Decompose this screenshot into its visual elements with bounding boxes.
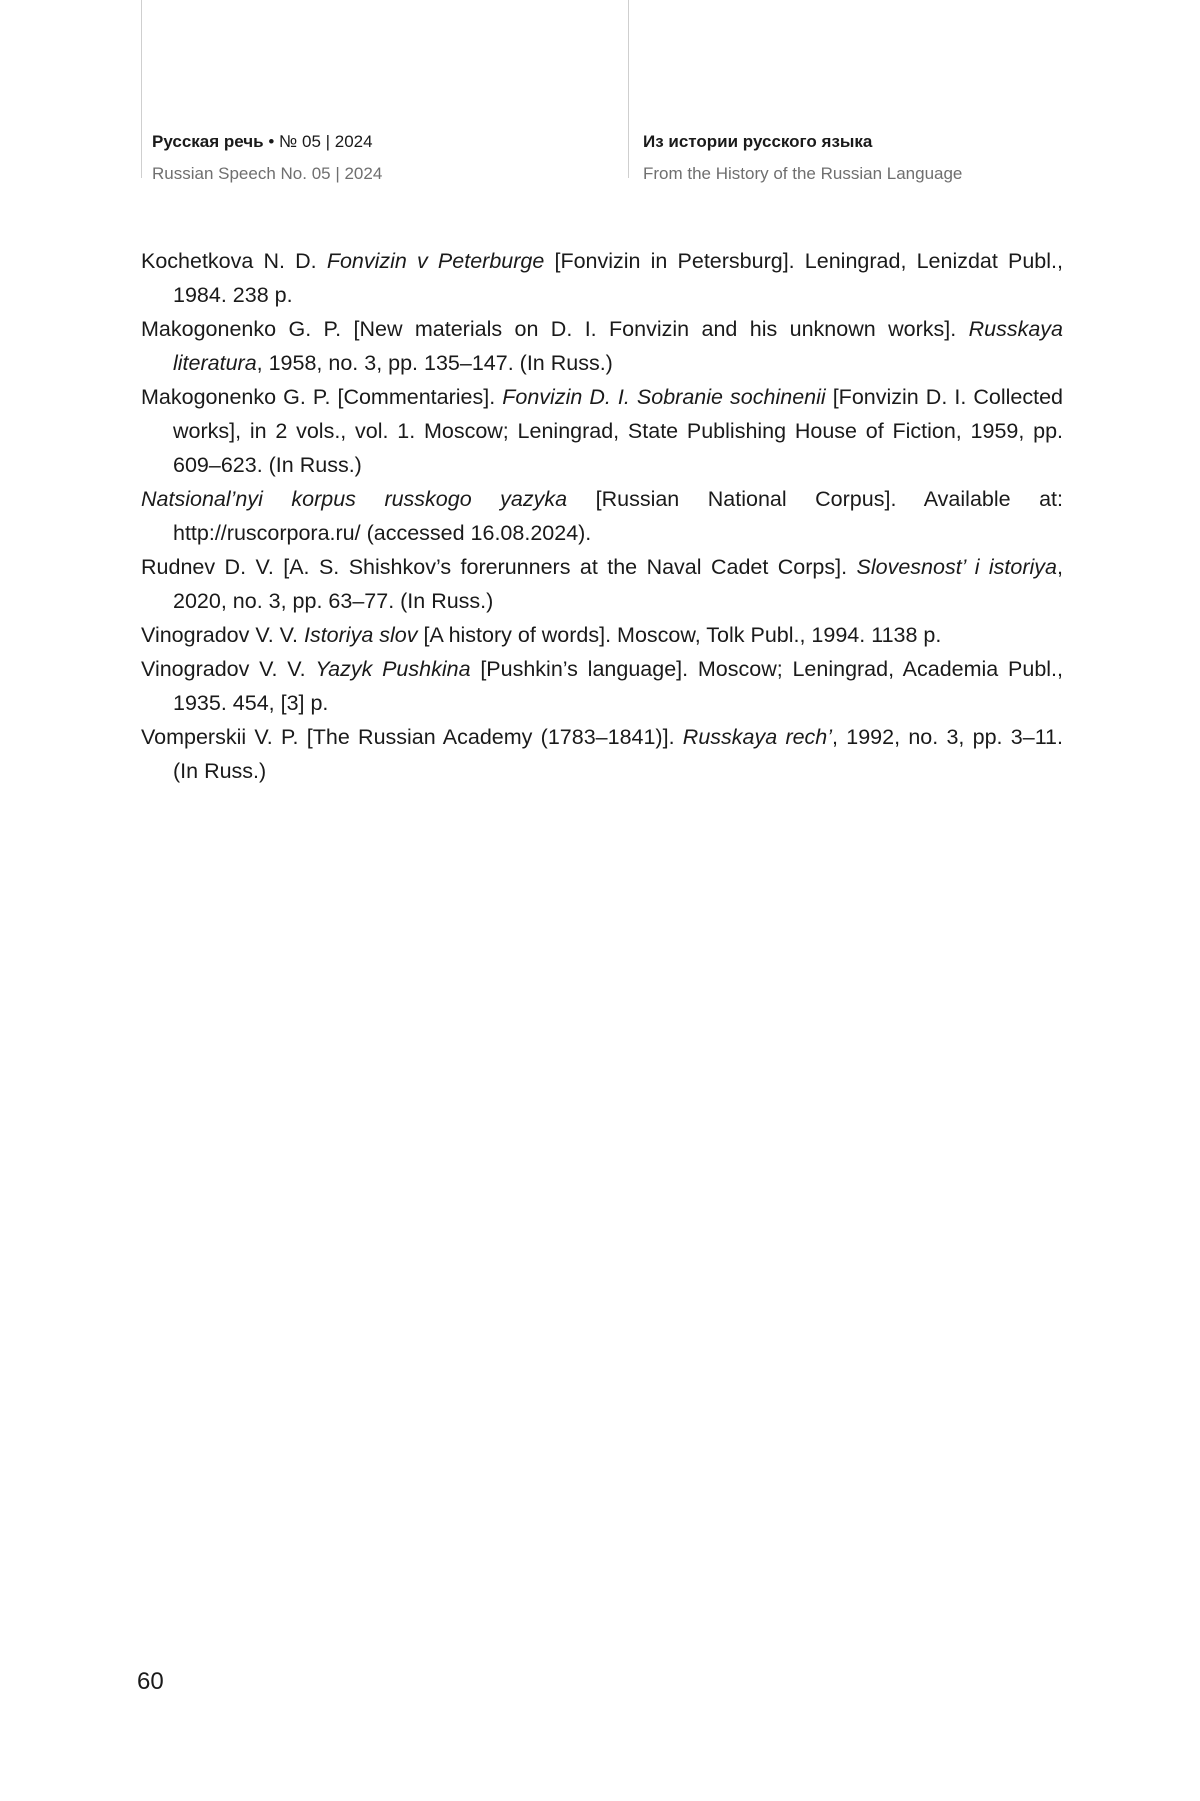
reference-item [141, 244, 1063, 312]
reference-item [141, 550, 1063, 618]
ref-text: Kochetkova N. D. [141, 249, 327, 273]
ref-text: [A history of words]. Moscow, Tolk Publ., 1994. 1138 p. [417, 623, 942, 647]
ref-text: [Russian National Corpus]. Available at: http://ruscorpora.ru/ (accessed 16.08.2024). [173, 487, 1064, 545]
ref-title: Russkaya rech’ [682, 725, 833, 749]
ref-title: Fonvizin D. I. Sobranie sochinenii [502, 385, 826, 409]
ref-text: , 1992, no. 3, pp. 3–11. (In Russ.) [173, 725, 1063, 783]
ref-title: Fonvizin v Peterburge [326, 249, 545, 273]
reference-item [141, 652, 1063, 720]
journal-name-ru: Русская речь [152, 132, 264, 151]
ref-text: Vomperskii V. P. [The Russian Academy (1783–1841)]. [141, 725, 683, 749]
reference-item [141, 618, 1063, 652]
ref-title: Slovesnost’ i istoriya [856, 555, 1057, 579]
reference-item [141, 312, 1063, 380]
ref-title: Russkaya literatura [173, 317, 1063, 375]
header-divider-left [141, 0, 142, 178]
journal-title-en: Russian Speech No. 05 | 2024 [152, 164, 383, 183]
ref-text: [Fonvizin D. I. Collected works], in 2 vols., vol. 1. Moscow; Leningrad, State Publishing House of Fiction, 1959, pp. 609–623. (In Russ.) [173, 385, 1063, 477]
ref-title: Natsional’nyi korpus russkogo yazyka [141, 487, 568, 511]
running-header-journal [152, 126, 382, 190]
header-bullet: • [263, 132, 280, 151]
reference-item [141, 380, 1063, 482]
ref-text: Vinogradov V. V. [141, 623, 304, 647]
running-header-section [643, 126, 962, 190]
journal-title-ru [152, 126, 382, 158]
journal-issue-ru: № 05 | 2024 [279, 132, 373, 151]
section-title-en: From the History of the Russian Language [643, 164, 963, 183]
page-number: 60 [137, 1668, 164, 1695]
ref-text: Vinogradov V. V. [141, 657, 316, 681]
ref-text: Makogonenko G. P. [Commentaries]. [141, 385, 503, 409]
ref-text: , 2020, no. 3, pp. 63–77. (In Russ.) [173, 555, 1063, 613]
ref-text: Rudnev D. V. [A. S. Shishkov’s forerunners at the Naval Cadet Corps]. [141, 555, 857, 579]
ref-text: [Pushkin’s language]. Moscow; Leningrad, Academia Publ., 1935. 454, [3] p. [173, 657, 1064, 715]
ref-text: [Fonvizin in Petersburg]. Leningrad, Lenizdat Publ., 1984. 238 p. [173, 249, 1063, 307]
header-divider-right [628, 0, 629, 178]
ref-text: , 1958, no. 3, pp. 135–147. (In Russ.) [256, 351, 613, 375]
reference-list [141, 244, 1063, 788]
section-title-ru: Из истории русского языка [643, 132, 873, 151]
ref-title: Istoriya slov [303, 623, 418, 647]
ref-text: Makogonenko G. P. [New materials on D. I. Fonvizin and his unknown works]. [141, 317, 969, 341]
reference-item [141, 720, 1063, 788]
ref-title: Yazyk Pushkina [315, 657, 471, 681]
reference-item [141, 482, 1063, 550]
